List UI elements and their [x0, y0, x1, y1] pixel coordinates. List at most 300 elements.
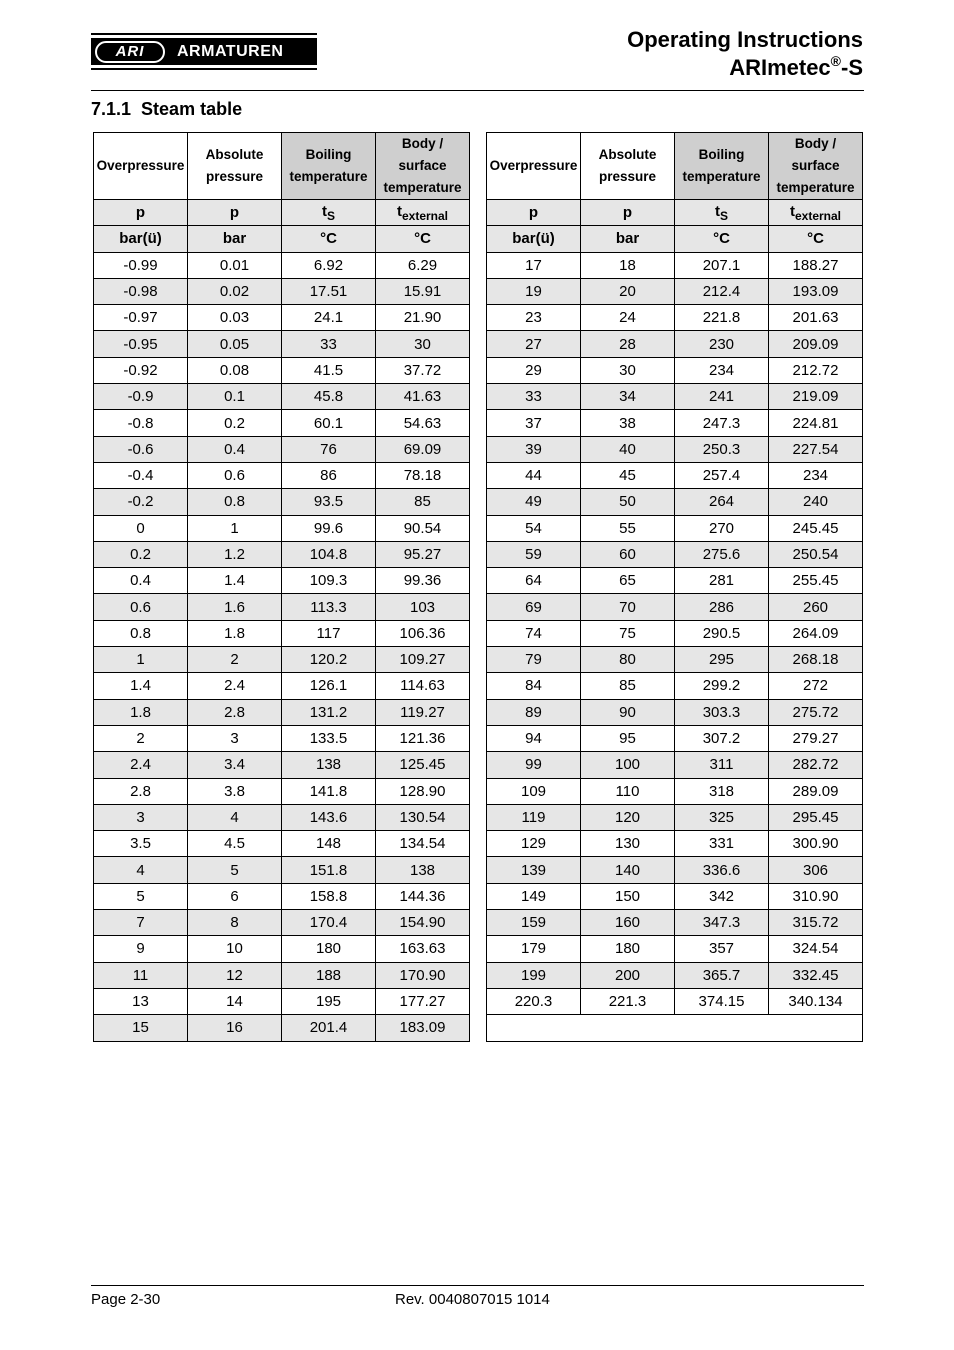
- table-cell: 89: [487, 699, 581, 725]
- table-cell: 90: [581, 699, 675, 725]
- table-cell: 126.1: [282, 673, 376, 699]
- table-cell: 75: [581, 620, 675, 646]
- table-cell: 268.18: [769, 647, 863, 673]
- table-cell: 0.2: [94, 541, 188, 567]
- table-row: [487, 752, 863, 778]
- table-cell: 129: [487, 831, 581, 857]
- column-header: Absolute pressure: [581, 133, 675, 200]
- column-header: Body / surface temperature: [376, 133, 470, 200]
- table-cell: 2.8: [94, 778, 188, 804]
- table-cell: 109.27: [376, 647, 470, 673]
- table-row: [487, 804, 863, 830]
- table-cell: 80: [581, 647, 675, 673]
- table-row: [487, 541, 863, 567]
- table-cell: -0.2: [94, 489, 188, 515]
- table-cell: 180: [581, 936, 675, 962]
- table-row: [94, 962, 470, 988]
- table-cell: 117: [282, 620, 376, 646]
- table-row: [487, 936, 863, 962]
- symbol-cell: [282, 200, 376, 226]
- document-title-line2: [627, 54, 863, 82]
- table-cell: 264.09: [769, 620, 863, 646]
- table-cell: 110: [581, 778, 675, 804]
- table-cell: 151.8: [282, 857, 376, 883]
- table-cell: 0.2: [188, 410, 282, 436]
- table-row: [94, 673, 470, 699]
- table-cell: 325: [675, 804, 769, 830]
- table-cell: 14: [188, 988, 282, 1014]
- table-cell: 27: [487, 331, 581, 357]
- table-cell: 90.54: [376, 515, 470, 541]
- table-cell: 318: [675, 778, 769, 804]
- table-cell: 1.4: [188, 568, 282, 594]
- table-cell: 24: [581, 305, 675, 331]
- table-cell: 1.8: [94, 699, 188, 725]
- table-cell: 193.09: [769, 278, 863, 304]
- section-title: Steam table: [141, 99, 243, 119]
- table-cell: 125.45: [376, 752, 470, 778]
- table-row: [94, 778, 470, 804]
- table-cell: 227.54: [769, 436, 863, 462]
- logo-wordmark: ARMATUREN: [177, 42, 284, 60]
- table-cell: 29: [487, 357, 581, 383]
- table-cell: 250.54: [769, 541, 863, 567]
- table-cell: 332.45: [769, 962, 863, 988]
- table-cell: 336.6: [675, 857, 769, 883]
- table-row: [94, 594, 470, 620]
- table-cell: 106.36: [376, 620, 470, 646]
- header-row: [94, 133, 470, 200]
- table-cell: 74: [487, 620, 581, 646]
- column-header: Overpressure: [94, 133, 188, 200]
- table-cell: 24.1: [282, 305, 376, 331]
- table-row: [94, 252, 470, 278]
- table-cell: 374.15: [675, 988, 769, 1014]
- table-row: [94, 883, 470, 909]
- table-cell: 220.3: [487, 988, 581, 1014]
- table-cell: 11: [94, 962, 188, 988]
- column-header: Body / surface temperature: [769, 133, 863, 200]
- table-row: [94, 910, 470, 936]
- table-row: [487, 962, 863, 988]
- table-cell: 37.72: [376, 357, 470, 383]
- table-cell: 2: [188, 647, 282, 673]
- symbol-row: [487, 200, 863, 226]
- table-row: [487, 725, 863, 751]
- steam-table-left: [93, 132, 470, 1042]
- table-cell: 140: [581, 857, 675, 883]
- table-cell: 78.18: [376, 462, 470, 488]
- table-row: [487, 436, 863, 462]
- table-cell: 300.90: [769, 831, 863, 857]
- table-cell: 299.2: [675, 673, 769, 699]
- table-cell: 272: [769, 673, 863, 699]
- table-cell: 281: [675, 568, 769, 594]
- table-cell: 3: [94, 804, 188, 830]
- table-cell: 39: [487, 436, 581, 462]
- document-title-line1: Operating Instructions: [627, 27, 863, 52]
- unit-cell: bar(ü): [94, 226, 188, 252]
- unit-cell: °C: [769, 226, 863, 252]
- table-cell: 179: [487, 936, 581, 962]
- table-cell: 1.4: [94, 673, 188, 699]
- empty-cell: [487, 1015, 863, 1041]
- symbol-main: t: [714, 202, 720, 220]
- table-row: [487, 410, 863, 436]
- table-cell: 104.8: [282, 541, 376, 567]
- table-cell: 219.09: [769, 384, 863, 410]
- revision-number: Rev. 0040807015 1014: [395, 1291, 550, 1308]
- table-cell: 65: [581, 568, 675, 594]
- table-cell: 4: [94, 857, 188, 883]
- table-cell: 120.2: [282, 647, 376, 673]
- table-cell: 250.3: [675, 436, 769, 462]
- table-cell: 85: [581, 673, 675, 699]
- table-row: [487, 988, 863, 1014]
- table-cell: 130.54: [376, 804, 470, 830]
- table-cell: 158.8: [282, 883, 376, 909]
- table-cell: 84: [487, 673, 581, 699]
- table-cell: 2.4: [94, 752, 188, 778]
- table-cell: 310.90: [769, 883, 863, 909]
- table-row: [94, 515, 470, 541]
- table-cell: 45: [581, 462, 675, 488]
- document-title: [627, 26, 863, 82]
- table-cell: 199: [487, 962, 581, 988]
- table-cell: 0.1: [188, 384, 282, 410]
- table-cell: 342: [675, 883, 769, 909]
- table-cell: -0.92: [94, 357, 188, 383]
- table-cell: 183.09: [376, 1015, 470, 1041]
- table-cell: 100: [581, 752, 675, 778]
- table-cell: 144.36: [376, 883, 470, 909]
- footer-rule: [91, 1285, 864, 1286]
- table-cell: 23: [487, 305, 581, 331]
- table-cell: 28: [581, 331, 675, 357]
- symbol-main: t: [321, 202, 327, 220]
- table-cell: 212.72: [769, 357, 863, 383]
- table-cell: 19: [487, 278, 581, 304]
- table-cell: 234: [769, 462, 863, 488]
- table-cell: 33: [487, 384, 581, 410]
- column-header: Overpressure: [487, 133, 581, 200]
- table-row: [94, 752, 470, 778]
- table-cell: 131.2: [282, 699, 376, 725]
- table-cell: 76: [282, 436, 376, 462]
- table-cell: 6.92: [282, 252, 376, 278]
- table-cell: 95: [581, 725, 675, 751]
- table-cell: 138: [282, 752, 376, 778]
- table-cell: 3.4: [188, 752, 282, 778]
- table-cell: 109: [487, 778, 581, 804]
- unit-row: [94, 226, 470, 252]
- table-row: [94, 568, 470, 594]
- table-cell: 3.5: [94, 831, 188, 857]
- table-cell: 99.36: [376, 568, 470, 594]
- table-cell: 60: [581, 541, 675, 567]
- table-row: [487, 857, 863, 883]
- table-cell: 324.54: [769, 936, 863, 962]
- table-row: [94, 541, 470, 567]
- table-cell: 86: [282, 462, 376, 488]
- table-cell: 12: [188, 962, 282, 988]
- table-cell: 275.6: [675, 541, 769, 567]
- symbol-main: p: [229, 204, 240, 222]
- table-cell: 40: [581, 436, 675, 462]
- table-cell: -0.99: [94, 252, 188, 278]
- table-row: [94, 620, 470, 646]
- table-row: [487, 462, 863, 488]
- table-cell: 365.7: [675, 962, 769, 988]
- table-cell: 160: [581, 910, 675, 936]
- table-cell: 70: [581, 594, 675, 620]
- table-cell: 201.63: [769, 305, 863, 331]
- table-cell: 286: [675, 594, 769, 620]
- table-cell: 55: [581, 515, 675, 541]
- symbol-cell: [188, 200, 282, 226]
- table-row: [487, 568, 863, 594]
- table-cell: 54.63: [376, 410, 470, 436]
- table-cell: 247.3: [675, 410, 769, 436]
- table-cell: 119: [487, 804, 581, 830]
- table-cell: -0.95: [94, 331, 188, 357]
- table-row: [94, 357, 470, 383]
- table-cell: -0.9: [94, 384, 188, 410]
- table-cell: 69.09: [376, 436, 470, 462]
- table-cell: 79: [487, 647, 581, 673]
- table-cell: 130: [581, 831, 675, 857]
- table-row: [487, 384, 863, 410]
- table-cell: 113.3: [282, 594, 376, 620]
- section-heading: [91, 99, 242, 120]
- table-cell: 120: [581, 804, 675, 830]
- table-cell: 141.8: [282, 778, 376, 804]
- table-cell: 289.09: [769, 778, 863, 804]
- table-cell: 99: [487, 752, 581, 778]
- table-cell: 0.6: [188, 462, 282, 488]
- table-cell: 234: [675, 357, 769, 383]
- table-cell: 257.4: [675, 462, 769, 488]
- registered-mark: ®: [830, 53, 841, 69]
- table-cell: 93.5: [282, 489, 376, 515]
- table-row: [94, 384, 470, 410]
- table-cell: 5: [94, 883, 188, 909]
- symbol-subscript: external: [794, 208, 842, 223]
- table-row: [94, 1015, 470, 1041]
- table-cell: 38: [581, 410, 675, 436]
- table-cell: 10: [188, 936, 282, 962]
- symbol-subscript: S: [719, 208, 728, 223]
- table-cell: 139: [487, 857, 581, 883]
- table-row: [487, 647, 863, 673]
- symbol-subscript: S: [326, 208, 335, 223]
- table-cell: 134.54: [376, 831, 470, 857]
- table-cell: 4: [188, 804, 282, 830]
- table-cell: 5: [188, 857, 282, 883]
- table-cell: 21.90: [376, 305, 470, 331]
- table-row: [487, 305, 863, 331]
- table-cell: 59: [487, 541, 581, 567]
- table-row: [487, 883, 863, 909]
- table-cell: 69: [487, 594, 581, 620]
- header-rule: [91, 90, 864, 91]
- table-cell: 357: [675, 936, 769, 962]
- symbol-subscript: external: [401, 208, 449, 223]
- table-cell: 41.63: [376, 384, 470, 410]
- column-header: Boiling temperature: [282, 133, 376, 200]
- table-cell: 41.5: [282, 357, 376, 383]
- table-cell: 230: [675, 331, 769, 357]
- symbol-cell: [94, 200, 188, 226]
- table-row: [94, 936, 470, 962]
- table-row: [94, 699, 470, 725]
- column-header: Boiling temperature: [675, 133, 769, 200]
- table-row: [94, 489, 470, 515]
- table-cell: 0.4: [188, 436, 282, 462]
- table-cell: 60.1: [282, 410, 376, 436]
- table-cell: 138: [376, 857, 470, 883]
- table-cell: -0.8: [94, 410, 188, 436]
- table-cell: 188: [282, 962, 376, 988]
- table-cell: 2.8: [188, 699, 282, 725]
- ari-logo: [91, 33, 317, 70]
- symbol-main: p: [528, 204, 539, 222]
- column-header: Absolute pressure: [188, 133, 282, 200]
- table-cell: 1.8: [188, 620, 282, 646]
- table-cell: 207.1: [675, 252, 769, 278]
- symbol-cell: [675, 200, 769, 226]
- section-number: 7.1.1: [91, 99, 132, 119]
- table-cell: 85: [376, 489, 470, 515]
- product-name: ARImetec: [729, 55, 831, 80]
- table-cell: 2: [94, 725, 188, 751]
- unit-cell: °C: [376, 226, 470, 252]
- table-cell: 6: [188, 883, 282, 909]
- table-row: [487, 831, 863, 857]
- table-row: [487, 673, 863, 699]
- table-row: [94, 305, 470, 331]
- table-cell: 37: [487, 410, 581, 436]
- table-row: [94, 462, 470, 488]
- table-cell: 50: [581, 489, 675, 515]
- table-cell: 1.6: [188, 594, 282, 620]
- table-row: [94, 278, 470, 304]
- unit-cell: °C: [675, 226, 769, 252]
- symbol-main: p: [622, 204, 633, 222]
- table-cell: 188.27: [769, 252, 863, 278]
- table-cell: 0: [94, 515, 188, 541]
- table-cell: 128.90: [376, 778, 470, 804]
- table-cell: 114.63: [376, 673, 470, 699]
- table-cell: 0.8: [188, 489, 282, 515]
- table-row: [94, 647, 470, 673]
- table-cell: 241: [675, 384, 769, 410]
- table-cell: 0.05: [188, 331, 282, 357]
- empty-row: [487, 1015, 863, 1041]
- table-cell: 94: [487, 725, 581, 751]
- table-cell: 303.3: [675, 699, 769, 725]
- table-cell: 311: [675, 752, 769, 778]
- table-cell: 0.03: [188, 305, 282, 331]
- table-row: [94, 436, 470, 462]
- table-row: [487, 910, 863, 936]
- table-cell: 275.72: [769, 699, 863, 725]
- unit-cell: °C: [282, 226, 376, 252]
- table-cell: 255.45: [769, 568, 863, 594]
- table-row: [487, 778, 863, 804]
- table-cell: 3.8: [188, 778, 282, 804]
- table-cell: 163.63: [376, 936, 470, 962]
- table-cell: 7: [94, 910, 188, 936]
- table-cell: 0.02: [188, 278, 282, 304]
- table-cell: 195: [282, 988, 376, 1014]
- table-cell: 264: [675, 489, 769, 515]
- steam-table-right: [486, 132, 863, 1042]
- table-row: [487, 489, 863, 515]
- page-number: Page 2-30: [91, 1291, 161, 1308]
- table-row: [94, 804, 470, 830]
- table-cell: 154.90: [376, 910, 470, 936]
- table-cell: 200: [581, 962, 675, 988]
- table-cell: 1: [188, 515, 282, 541]
- unit-row: [487, 226, 863, 252]
- table-row: [487, 620, 863, 646]
- table-cell: 170.4: [282, 910, 376, 936]
- table-cell: 149: [487, 883, 581, 909]
- table-cell: 34: [581, 384, 675, 410]
- table-cell: 148: [282, 831, 376, 857]
- table-cell: 0.8: [94, 620, 188, 646]
- table-cell: 295.45: [769, 804, 863, 830]
- table-cell: 212.4: [675, 278, 769, 304]
- table-row: [487, 357, 863, 383]
- table-cell: 0.01: [188, 252, 282, 278]
- table-cell: 20: [581, 278, 675, 304]
- unit-cell: bar: [188, 226, 282, 252]
- table-cell: 33: [282, 331, 376, 357]
- table-cell: 15: [94, 1015, 188, 1041]
- product-suffix: -S: [841, 55, 863, 80]
- table-cell: 45.8: [282, 384, 376, 410]
- table-cell: 270: [675, 515, 769, 541]
- table-row: [487, 699, 863, 725]
- table-cell: 30: [581, 357, 675, 383]
- table-cell: 240: [769, 489, 863, 515]
- table-cell: 307.2: [675, 725, 769, 751]
- symbol-row: [94, 200, 470, 226]
- unit-cell: bar: [581, 226, 675, 252]
- table-row: [487, 594, 863, 620]
- table-row: [94, 331, 470, 357]
- table-cell: 3: [188, 725, 282, 751]
- table-cell: 150: [581, 883, 675, 909]
- symbol-cell: [376, 200, 470, 226]
- symbol-cell: [581, 200, 675, 226]
- header-row: [487, 133, 863, 200]
- table-cell: 6.29: [376, 252, 470, 278]
- unit-cell: bar(ü): [487, 226, 581, 252]
- symbol-main: t: [396, 202, 402, 220]
- table-cell: 2.4: [188, 673, 282, 699]
- table-cell: 1: [94, 647, 188, 673]
- table-cell: 15.91: [376, 278, 470, 304]
- table-cell: 0.6: [94, 594, 188, 620]
- table-cell: -0.98: [94, 278, 188, 304]
- table-cell: 30: [376, 331, 470, 357]
- table-cell: 315.72: [769, 910, 863, 936]
- logo-badge: ARI: [95, 41, 165, 63]
- table-cell: 209.09: [769, 331, 863, 357]
